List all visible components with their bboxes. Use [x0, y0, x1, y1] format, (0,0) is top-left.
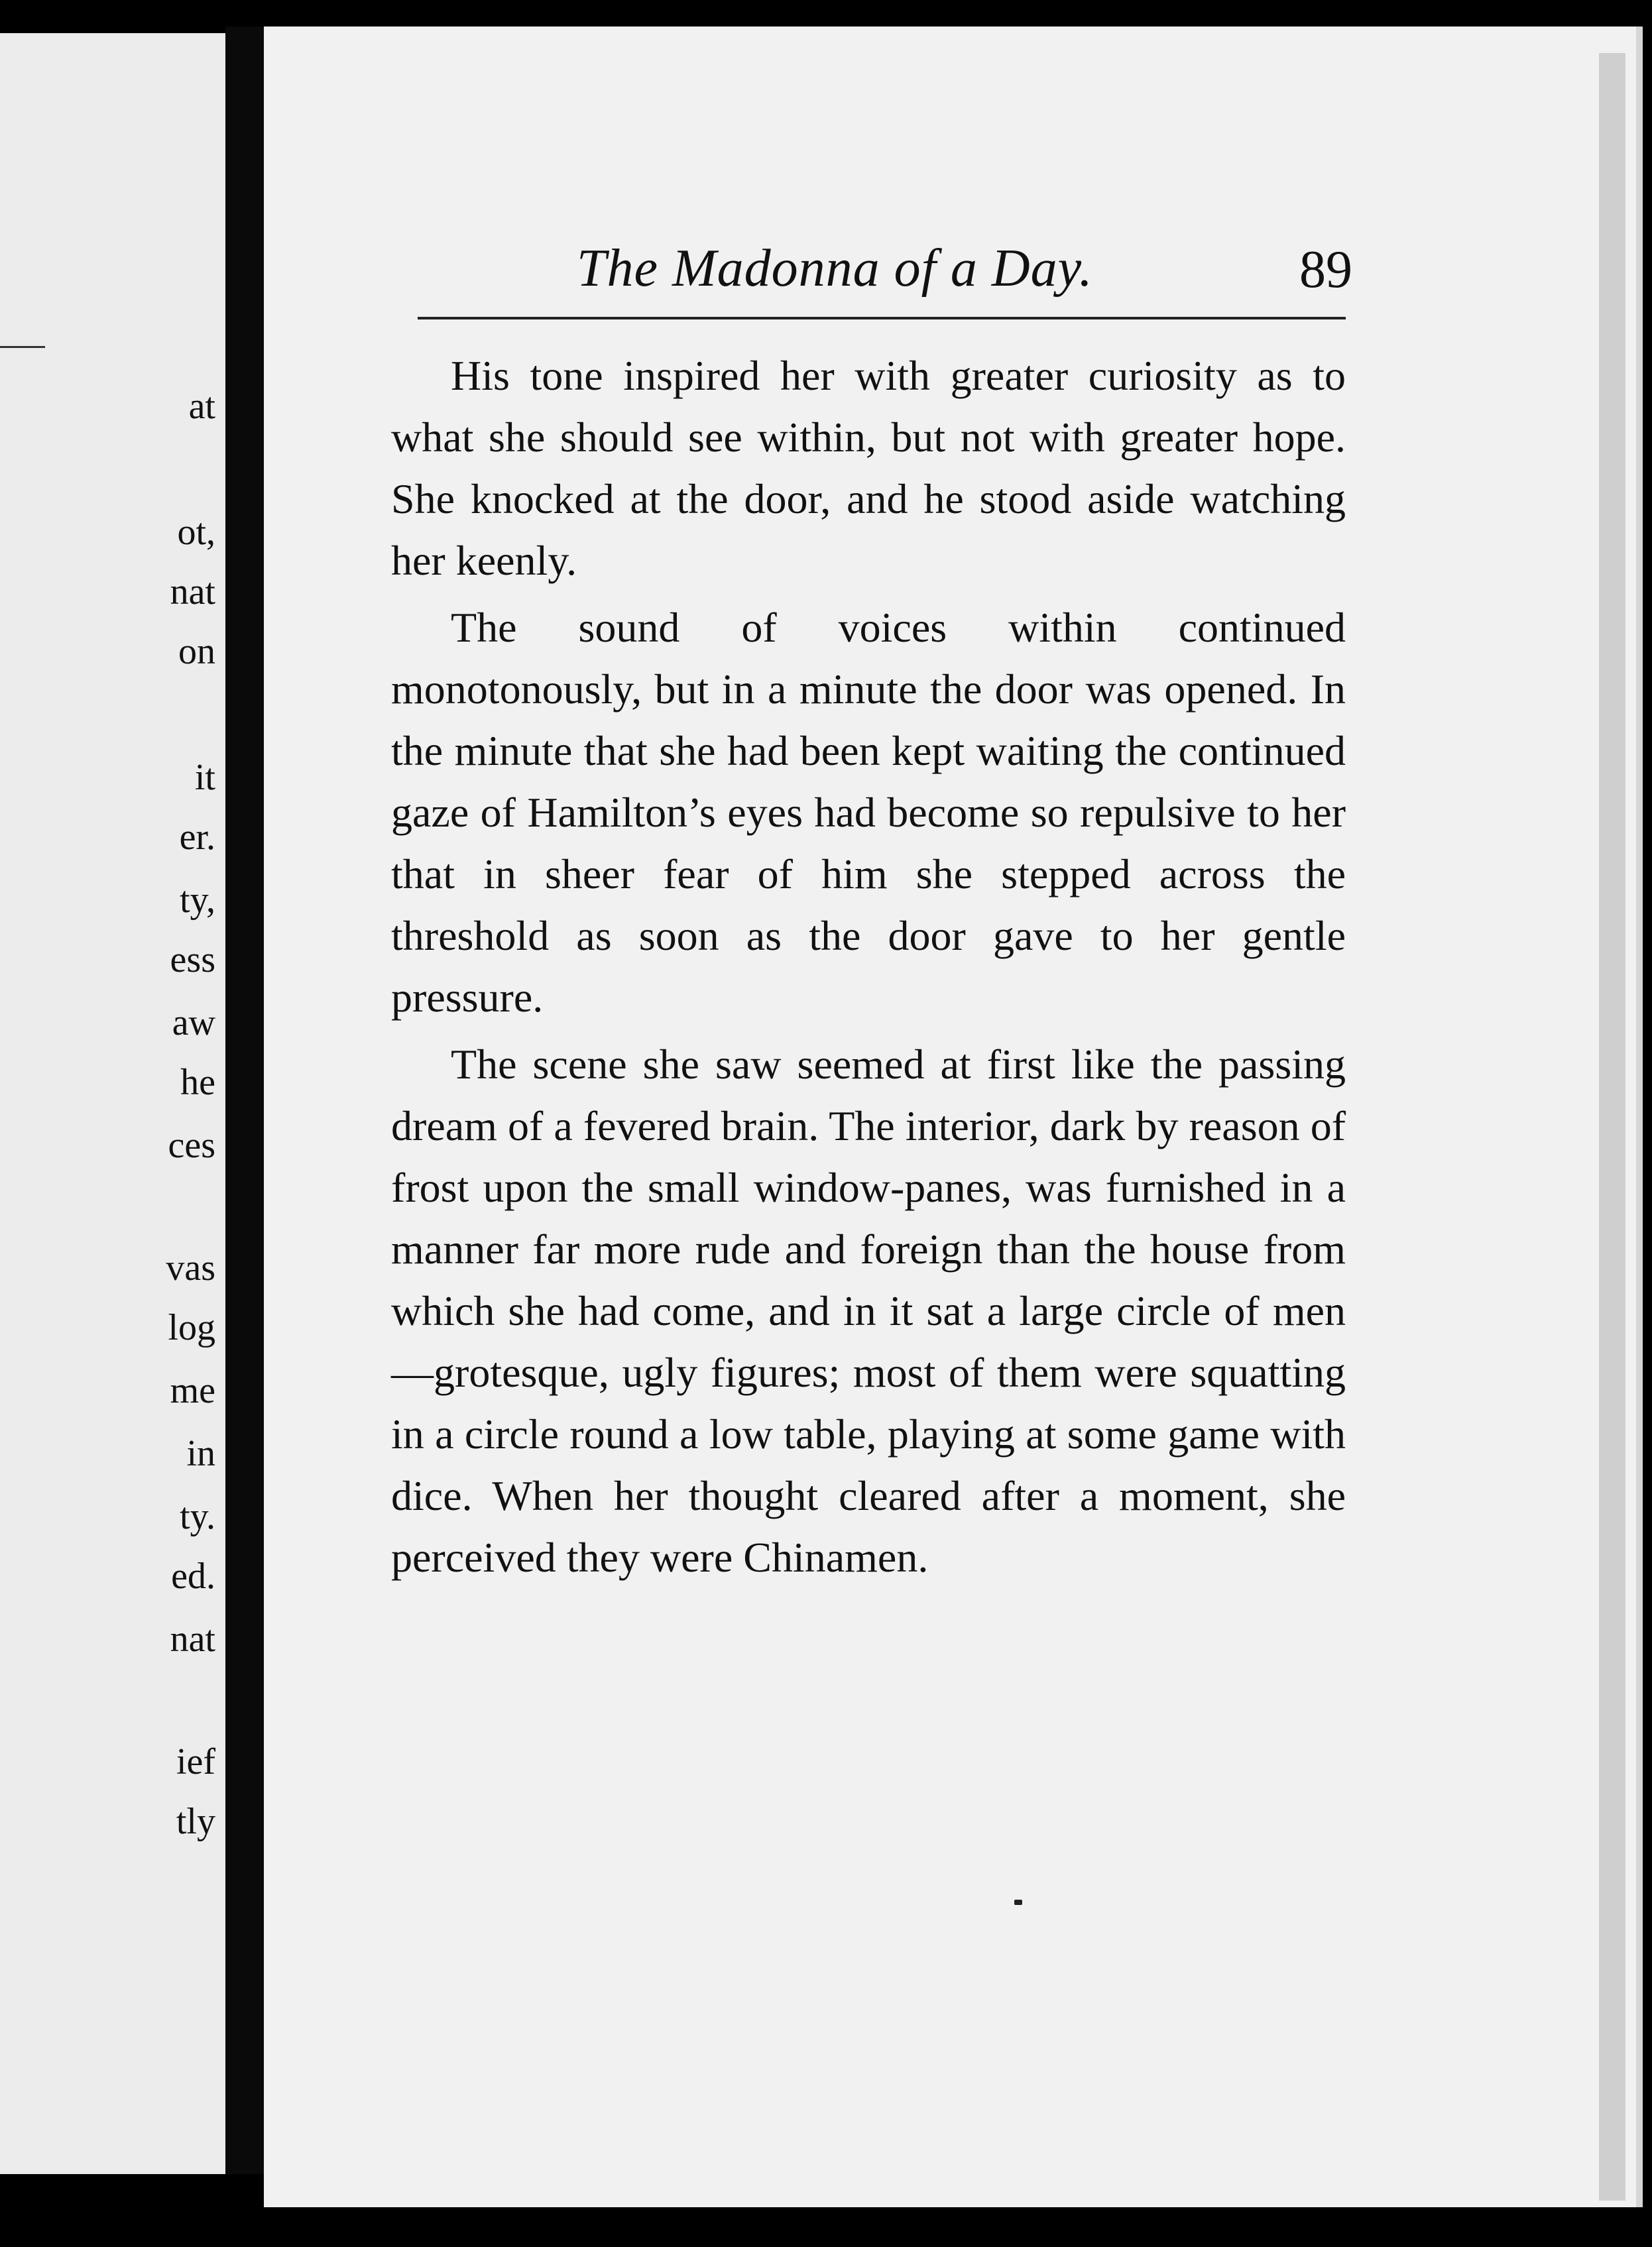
paragraph: The scene she saw seemed at first like the passing dream of a fevered brain. The interior, dark by reason of frost upon the small window-panes, was furnished in a manner far more rude and foreign than the house from which she had come, and in it sat a large circle of men—grotesque, ugly figures; most of them were squatting in a circle round a low table, playing at some game with dice. When her thought cleared after a moment, she perceived they were Chinamen. [391, 1041, 1346, 1581]
left-line-fragment: tly [176, 1801, 215, 1842]
left-line-fragment: he [180, 1062, 215, 1103]
left-line-fragment: ty. [180, 1496, 215, 1537]
left-line-fragment: er. [179, 817, 215, 858]
left-line-fragment: ot, [177, 512, 215, 553]
left-page-rule [0, 346, 45, 348]
page-number: 89 [1299, 241, 1352, 299]
running-title: The Madonna of a Day. [577, 239, 1093, 298]
left-line-fragment: ief [176, 1741, 215, 1782]
body-text [391, 345, 1346, 1593]
left-line-fragment: nat [170, 1619, 215, 1660]
book-gutter [225, 27, 264, 2174]
paragraph: The sound of voices within continued monotonously, but in a minute the door was opened. In the minute that she had been kept waiting the continued gaze of Hamilton’s eyes had become so repulsive to her that in sheer fear of him she stepped across the threshold as soon as the door gave to her gentle pressure. [391, 604, 1346, 1021]
left-line-fragment: me [170, 1370, 215, 1411]
left-line-fragment: ty, [180, 880, 215, 921]
ink-speck [1014, 1900, 1022, 1905]
left-line-fragment: vas [166, 1247, 215, 1289]
page-header [577, 233, 1359, 313]
left-facing-page [0, 33, 229, 2174]
left-line-fragment: in [186, 1433, 215, 1474]
paragraph: His tone inspired her with greater curiosity as to what she should see within, but not with greater hope. She knocked at the door, and he stood aside watching her keenly. [391, 352, 1346, 584]
left-line-fragment: ess [170, 939, 215, 980]
left-line-fragment: nat [170, 571, 215, 612]
left-line-fragment: log [168, 1307, 215, 1348]
left-line-fragment: ed. [171, 1556, 215, 1597]
left-line-fragment: it [194, 757, 215, 798]
left-line-fragment: at [188, 386, 215, 427]
left-line-fragment: ces [168, 1125, 215, 1166]
left-line-fragment: aw [172, 1002, 215, 1043]
page-edge-shadow [1599, 53, 1625, 2201]
left-line-fragment: on [178, 631, 215, 672]
header-rule [418, 317, 1346, 319]
